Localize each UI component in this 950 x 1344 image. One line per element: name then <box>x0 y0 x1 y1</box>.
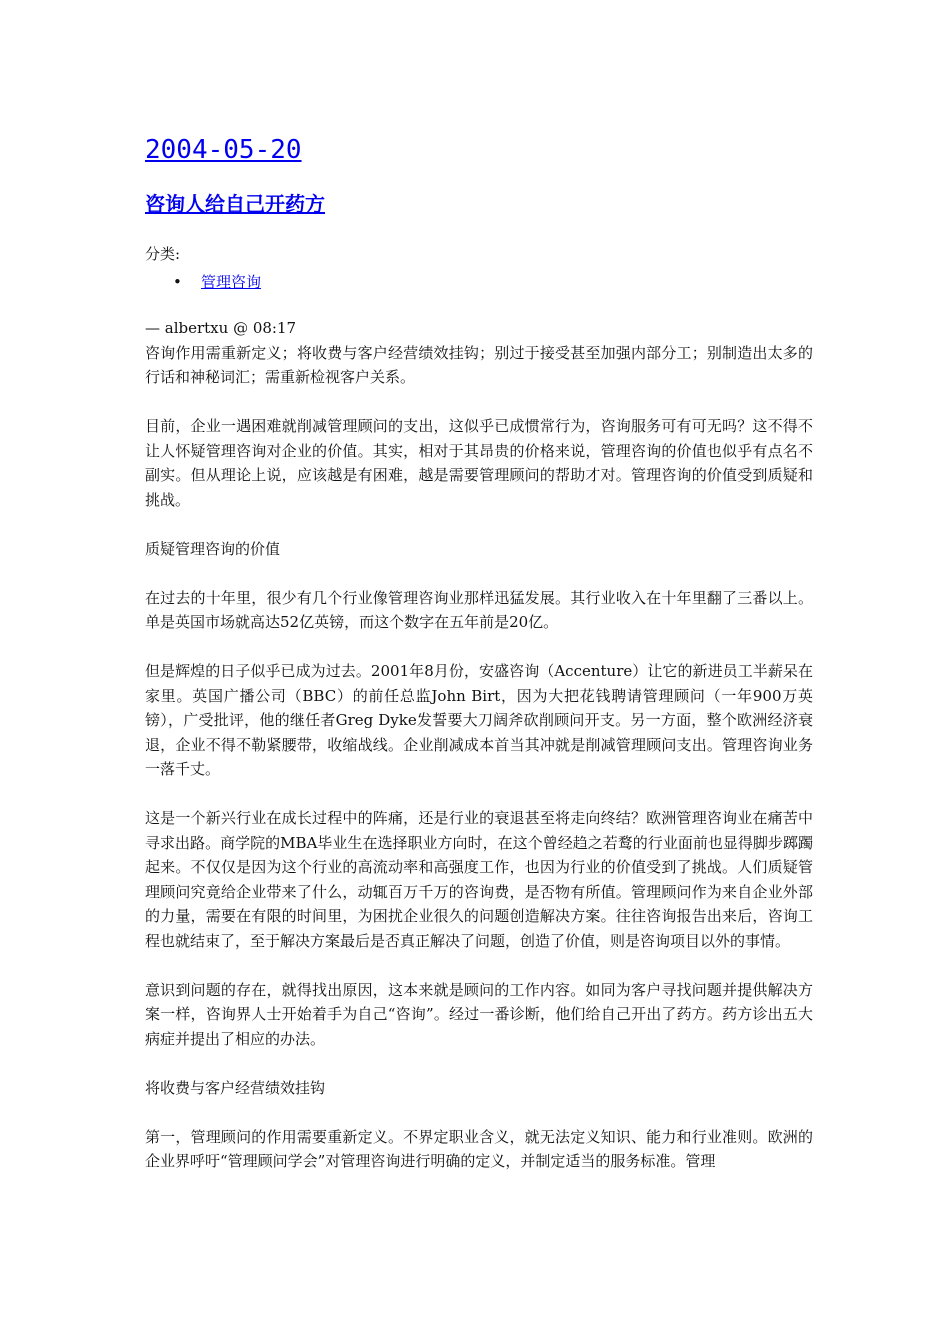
paragraph: 意识到问题的存在，就得找出原因，这本来就是顾问的工作内容。如同为客户寻找问题并提供解决方案一样，咨询界人士开始着手为自己“咨询”。经过一番诊断，他们给自己开出了药方。药方诊出五大病症并提出了相应的办法。 <box>145 980 813 1048</box>
paragraph: 但是辉煌的日子似乎已成为过去。2001年8月份，安盛咨询（Accenture）让它的新进员工半薪呆在家里。英国广播公司（BBC）的前任总监John Birt，因为大把花钱聘请管理顾问（一年900万英镑），广受批评，他的继任者Greg Dyke发誓要大刀阔斧砍削顾问开支。另一方面，整个欧洲经济衰退，企业不得不勒紧腰带，收缩战线。企业削减成本首当其冲就是削减管理顾问支出。管理咨询业务一落千丈。 <box>145 662 813 778</box>
post-summary: 咨询作用需重新定义；将收费与客户经营绩效挂钩；别过于接受甚至加强内部分工；别制造出太多的行话和神秘词汇；需重新检视客户关系。 <box>145 343 813 386</box>
category-link-management-consulting[interactable]: 管理咨询 <box>201 273 262 291</box>
category-label: 分类: <box>145 245 181 263</box>
section-heading: 质疑管理咨询的价值 <box>145 539 281 558</box>
paragraph: 第一，管理顾问的作用需要重新定义。不界定职业含义，就无法定义知识、能力和行业准则。欧洲的企业界呼吁“管理顾问学会”对管理咨询进行明确的定义，并制定适当的服务标准。管理 <box>145 1127 813 1170</box>
post-title-link[interactable]: 咨询人给自己开药方 <box>145 192 325 216</box>
category-list <box>145 270 813 294</box>
bullet-icon: • <box>173 273 182 291</box>
category-item <box>173 270 813 294</box>
paragraph: 在过去的十年里，很少有几个行业像管理咨询业那样迅猛发展。其行业收入在十年里翻了三番以上。单是英国市场就高达52亿英镑，而这个数字在五年前是20亿。 <box>145 588 813 631</box>
blog-post <box>145 130 813 1198</box>
paragraph: 目前，企业一遇困难就削减管理顾问的支出，这似乎已成惯常行为，咨询服务可有可无吗？这不得不让人怀疑管理咨询对企业的价值。其实，相对于其昂贵的价格来说，管理咨询的价值也似乎有点名不副实。但从理论上说，应该越是有困难，越是需要管理顾问的帮助才对。管理咨询的价值受到质疑和挑战。 <box>145 417 813 509</box>
paragraph: 这是一个新兴行业在成长过程中的阵痛，还是行业的衰退甚至将走向终结？欧洲管理咨询业在痛苦中寻求出路。商学院的MBA毕业生在选择职业方向时，在这个曾经趋之若鹜的行业面前也显得脚步踯躅起来。不仅仅是因为这个行业的高流动率和高强度工作，也因为行业的价值受到了挑战。人们质疑管理顾问究竟给企业带来了什么，动辄百万千万的咨询费，是否物有所值。管理顾问作为来自企业外部的力量，需要在有限的时间里，为困扰企业很久的问题创造解决方案。往往咨询报告出来后，咨询工程也就结束了，至于解决方案最后是否真正解决了问题，创造了价值，则是咨询项目以外的事情。 <box>145 809 813 950</box>
section-heading: 将收费与客户经营绩效挂钩 <box>145 1078 326 1097</box>
post-byline: — albertxu @ 08:17 <box>145 319 297 337</box>
post-date-link[interactable]: 2004-05-20 <box>145 135 302 165</box>
